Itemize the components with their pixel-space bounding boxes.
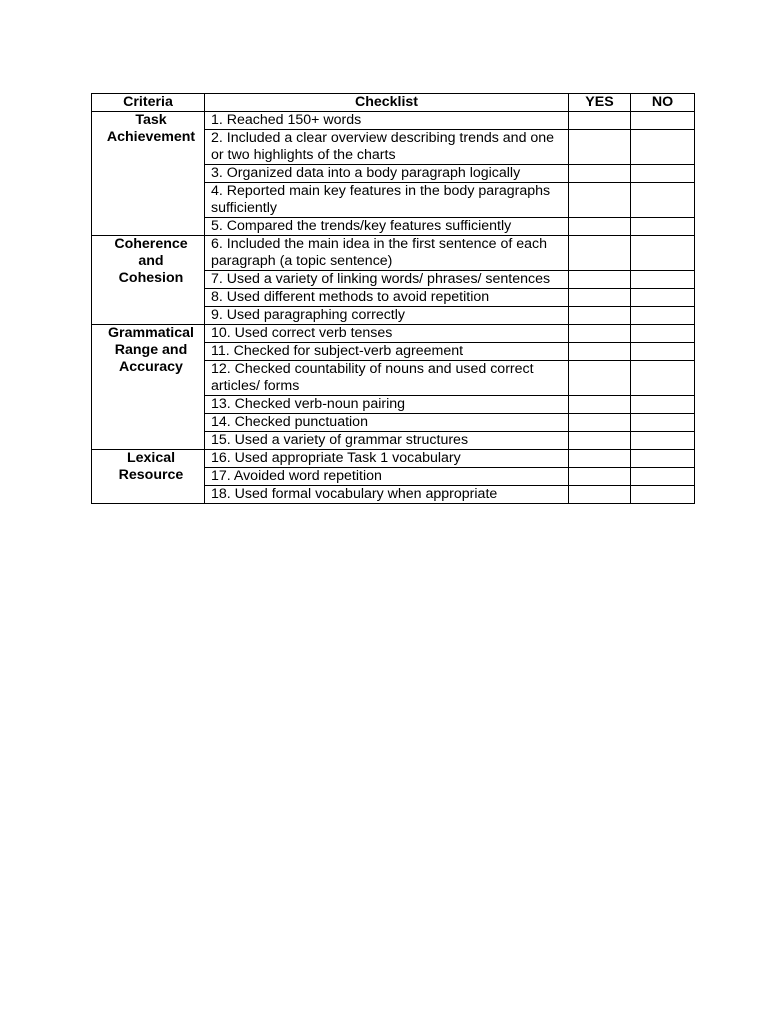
yes-checkbox-cell[interactable]: [569, 468, 631, 486]
checklist-item: 1. Reached 150+ words: [205, 112, 569, 130]
criteria-label: Accuracy: [119, 359, 183, 375]
no-checkbox-cell[interactable]: [631, 486, 695, 504]
yes-checkbox-cell[interactable]: [569, 236, 631, 271]
checklist-item: 3. Organized data into a body paragraph logically: [205, 165, 569, 183]
criteria-label: and: [138, 253, 164, 269]
no-checkbox-cell[interactable]: [631, 396, 695, 414]
yes-checkbox-cell[interactable]: [569, 130, 631, 165]
yes-checkbox-cell[interactable]: [569, 325, 631, 343]
table-row: [92, 112, 695, 130]
criteria-label: Resource: [118, 467, 184, 483]
checklist-item: 2. Included a clear overview describing trends and one or two highlights of the charts: [205, 130, 569, 165]
checklist-item: 15. Used a variety of grammar structures: [205, 432, 569, 450]
checklist-item: 6. Included the main idea in the first sentence of each paragraph (a topic sentence): [205, 236, 569, 271]
no-checkbox-cell[interactable]: [631, 271, 695, 289]
yes-checkbox-cell[interactable]: [569, 183, 631, 218]
no-checkbox-cell[interactable]: [631, 236, 695, 271]
no-checkbox-cell[interactable]: [631, 307, 695, 325]
criteria-label: Achievement: [106, 129, 196, 145]
criteria-label: Grammatical: [108, 325, 194, 341]
yes-checkbox-cell[interactable]: [569, 486, 631, 504]
no-checkbox-cell[interactable]: [631, 218, 695, 236]
no-checkbox-cell[interactable]: [631, 165, 695, 183]
yes-checkbox-cell[interactable]: [569, 289, 631, 307]
checklist-item: 9. Used paragraphing correctly: [205, 307, 569, 325]
criteria-label: Lexical: [126, 450, 176, 466]
yes-checkbox-cell[interactable]: [569, 396, 631, 414]
no-checkbox-cell[interactable]: [631, 112, 695, 130]
criteria-label: Range and: [114, 342, 188, 358]
checklist-item: 17. Avoided word repetition: [205, 468, 569, 486]
yes-checkbox-cell[interactable]: [569, 271, 631, 289]
criteria-header: Criteria: [92, 94, 205, 112]
yes-checkbox-cell[interactable]: [569, 450, 631, 468]
table-row: [92, 236, 695, 271]
writing-checklist-table: [91, 93, 695, 504]
no-checkbox-cell[interactable]: [631, 414, 695, 432]
no-checkbox-cell[interactable]: [631, 289, 695, 307]
no-checkbox-cell[interactable]: [631, 468, 695, 486]
table-header-row: [92, 94, 695, 112]
no-checkbox-cell[interactable]: [631, 343, 695, 361]
yes-checkbox-cell[interactable]: [569, 361, 631, 396]
checklist-item: 7. Used a variety of linking words/ phrases/ sentences: [205, 271, 569, 289]
checklist-item: 13. Checked verb-noun pairing: [205, 396, 569, 414]
criteria-cell: [92, 450, 205, 504]
no-checkbox-cell[interactable]: [631, 183, 695, 218]
checklist-item: 8. Used different methods to avoid repetition: [205, 289, 569, 307]
no-checkbox-cell[interactable]: [631, 432, 695, 450]
criteria-label: Coherence: [114, 236, 188, 252]
checklist-item: 10. Used correct verb tenses: [205, 325, 569, 343]
criteria-cell: [92, 236, 205, 325]
yes-checkbox-cell[interactable]: [569, 432, 631, 450]
checklist-item: 14. Checked punctuation: [205, 414, 569, 432]
checklist-item: 16. Used appropriate Task 1 vocabulary: [205, 450, 569, 468]
no-header: NO: [631, 94, 695, 112]
criteria-label: Cohesion: [118, 270, 184, 286]
checklist-header: Checklist: [205, 94, 569, 112]
criteria-cell: [92, 112, 205, 236]
criteria-cell: [92, 325, 205, 450]
no-checkbox-cell[interactable]: [631, 361, 695, 396]
yes-checkbox-cell[interactable]: [569, 414, 631, 432]
checklist-item: 11. Checked for subject-verb agreement: [205, 343, 569, 361]
yes-checkbox-cell[interactable]: [569, 343, 631, 361]
table-row: [92, 450, 695, 468]
checklist-item: 18. Used formal vocabulary when appropriate: [205, 486, 569, 504]
no-checkbox-cell[interactable]: [631, 325, 695, 343]
criteria-label: Task: [135, 112, 167, 128]
checklist-item: 4. Reported main key features in the body paragraphs sufficiently: [205, 183, 569, 218]
checklist-item: 5. Compared the trends/key features sufficiently: [205, 218, 569, 236]
yes-checkbox-cell[interactable]: [569, 218, 631, 236]
table-row: [92, 325, 695, 343]
yes-checkbox-cell[interactable]: [569, 165, 631, 183]
yes-header: YES: [569, 94, 631, 112]
no-checkbox-cell[interactable]: [631, 130, 695, 165]
table-body: [92, 112, 695, 504]
yes-checkbox-cell[interactable]: [569, 112, 631, 130]
no-checkbox-cell[interactable]: [631, 450, 695, 468]
yes-checkbox-cell[interactable]: [569, 307, 631, 325]
checklist-item: 12. Checked countability of nouns and used correct articles/ forms: [205, 361, 569, 396]
